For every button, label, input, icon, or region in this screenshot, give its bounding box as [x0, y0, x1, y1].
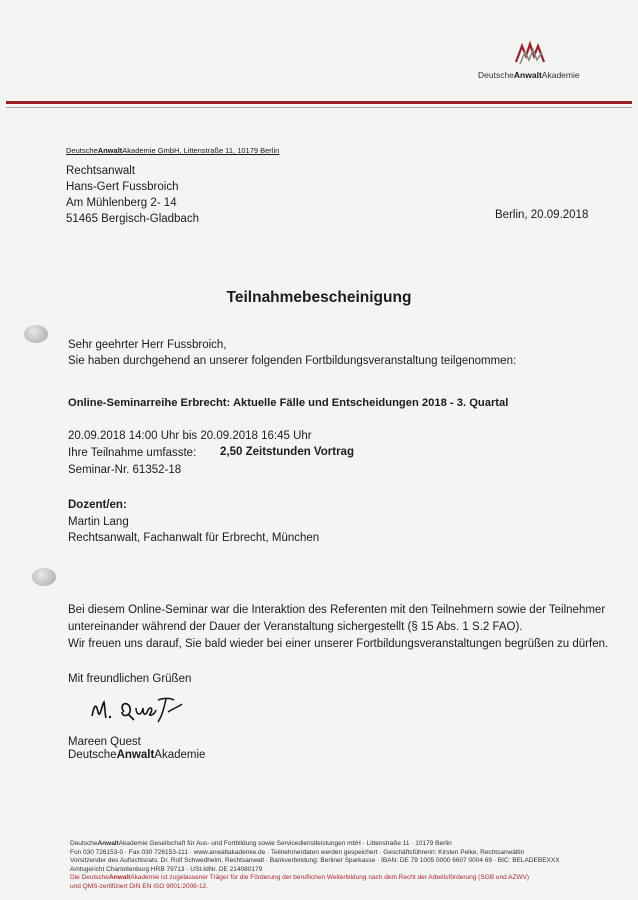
seminar-title: Online-Seminarreihe Erbrecht: Aktuelle Fälle und Entscheidungen 2018 - 3. Quartal	[68, 397, 509, 409]
body-line: Wir freuen uns darauf, Sie bald wieder bei einer unserer Fortbildungsveranstaltungen begrüßen zu dürfen.	[68, 638, 609, 650]
footer-line-certification: und QMS-zertifiziert DIN EN ISO 9001:2008-12.	[70, 882, 209, 890]
footer	[70, 840, 560, 892]
logo-icon	[514, 40, 546, 66]
handwritten-signature	[88, 694, 188, 726]
logo-wordmark: DeutscheAnwaltAkademie	[478, 70, 580, 80]
document-title: Teilnahmebescheinigung	[226, 289, 412, 306]
footer-line: DeutscheAnwaltAkademie Gesellschaft für Aus- und Fortbildung sowie Servicedienstleistungen mbH · Littenstraße 11 · 10179 Berlin	[70, 840, 452, 847]
body-line: Bei diesem Online-Seminar war die Interaktion des Referenten mit den Teilnehmern sowie der Teilnehmer	[68, 604, 606, 616]
punch-hole	[32, 568, 56, 586]
footer-line-accreditation: Die DeutscheAnwaltAkademie ist zugelassener Träger für die Förderung der beruflichen Weiterbildung nach dem Recht der Arbeitsförderung (SGB und AZWV)	[70, 874, 530, 882]
lecturer-title: Rechtsanwalt, Fachanwalt für Erbrecht, München	[68, 532, 320, 544]
intro-text: Sie haben durchgehend an unserer folgenden Fortbildungsveranstaltung teilgenommen:	[68, 355, 517, 367]
recipient-address	[66, 163, 199, 227]
signer-org: DeutscheAnwaltAkademie	[68, 749, 206, 761]
footer-line: Vorsitzender des Aufsichtsrats: Dr. Rolf Schwedhelm, Rechtsanwalt · Bankverbindung: Berliner Sparkasse · IBAN: DE 79 1005 0000 6607 0004 69 · BIC: BELADEBEXXX	[70, 857, 560, 865]
body-line: untereinander während der Dauer der Veranstaltung sichergestellt (§ 15 Abs. 1 S.2 FAO).	[68, 621, 523, 633]
participation-value: 2,50 Zeitstunden Vortrag	[220, 446, 354, 458]
seminar-number: Seminar-Nr. 61352-18	[68, 464, 182, 476]
salutation: Sehr geehrter Herr Fussbroich,	[68, 339, 227, 351]
letter-date: Berlin, 20.09.2018	[495, 209, 589, 221]
recipient-line: Am Mühlenberg 2- 14	[66, 197, 177, 209]
punch-hole	[24, 325, 48, 343]
seminar-time: 20.09.2018 14:00 Uhr bis 20.09.2018 16:45 Uhr	[68, 430, 312, 442]
lecturer-label: Dozent/en:	[68, 499, 127, 511]
closing: Mit freundlichen Grüßen	[68, 673, 192, 685]
lecturer-name: Martin Lang	[68, 516, 129, 528]
header-rule-red	[6, 101, 632, 104]
footer-line: Fon 030 726153-0 · Fax 030 726153-111 · www.anwaltakademie.de · Teilnehmerdaten werden gespeichert · Geschäftsführerin: Kirsten Pelke, Rechtsanwältin	[70, 848, 525, 856]
participation-label: Ihre Teilnahme umfasste:	[68, 447, 197, 459]
recipient-line: Hans-Gert Fussbroich	[66, 181, 179, 193]
header-rule-grey	[6, 107, 632, 108]
recipient-line: Rechtsanwalt	[66, 165, 136, 177]
sender-line: DeutscheAnwaltAkademie GmbH, Littenstraße 11, 10179 Berlin	[66, 146, 280, 155]
signer-name: Mareen Quest	[68, 736, 141, 748]
recipient-line: 51465 Bergisch-Gladbach	[66, 213, 199, 225]
footer-line: Amtsgericht Charlottenburg HRB 79713 · USt-IdNr. DE 214080179	[70, 865, 263, 873]
